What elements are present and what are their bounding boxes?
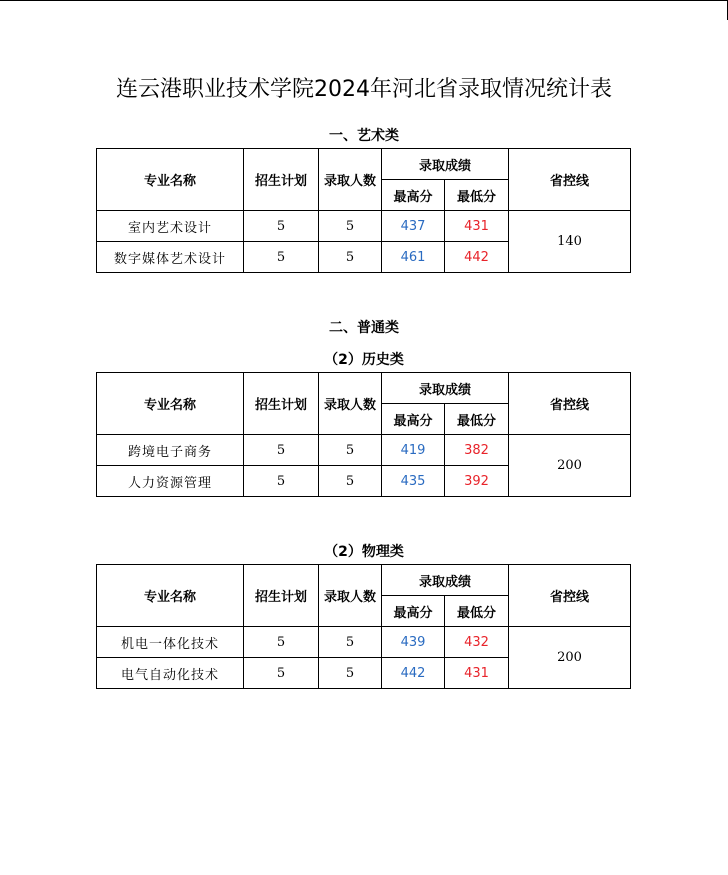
table-row [97, 627, 631, 658]
plan-count: 5 [244, 466, 319, 497]
header-max: 最高分 [382, 596, 445, 627]
table-art [96, 148, 631, 273]
header-major: 专业名称 [97, 565, 244, 627]
min-score: 432 [445, 627, 509, 658]
major-name: 机电一体化技术 [97, 627, 244, 658]
header-min: 最低分 [445, 596, 509, 627]
header-control-line: 省控线 [509, 565, 631, 627]
table-physics [96, 564, 631, 689]
table-history [96, 372, 631, 497]
max-score: 435 [382, 466, 445, 497]
header-min: 最低分 [445, 180, 509, 211]
plan-count: 5 [244, 658, 319, 689]
admitted-count: 5 [319, 466, 382, 497]
header-control-line: 省控线 [509, 373, 631, 435]
header-scores: 录取成绩 [382, 149, 509, 180]
min-score: 431 [445, 211, 509, 242]
plan-count: 5 [244, 627, 319, 658]
admitted-count: 5 [319, 435, 382, 466]
subheading-history: （2）历史类 [324, 352, 404, 368]
min-score: 431 [445, 658, 509, 689]
major-name: 电气自动化技术 [97, 658, 244, 689]
header-plan: 招生计划 [244, 149, 319, 211]
admitted-count: 5 [319, 658, 382, 689]
section-heading-general: 二、普通类 [329, 320, 399, 336]
major-name: 数字媒体艺术设计 [97, 242, 244, 273]
header-scores: 录取成绩 [382, 565, 509, 596]
header-scores: 录取成绩 [382, 373, 509, 404]
min-score: 382 [445, 435, 509, 466]
plan-count: 5 [244, 435, 319, 466]
max-score: 442 [382, 658, 445, 689]
section-heading-art: 一、艺术类 [329, 128, 399, 144]
top-border [0, 0, 728, 1]
control-line-value: 140 [509, 211, 631, 273]
major-name: 跨境电子商务 [97, 435, 244, 466]
table-row [97, 211, 631, 242]
header-major: 专业名称 [97, 149, 244, 211]
header-max: 最高分 [382, 180, 445, 211]
max-score: 439 [382, 627, 445, 658]
control-line-value: 200 [509, 627, 631, 689]
header-admitted: 录取人数 [319, 373, 382, 435]
header-min: 最低分 [445, 404, 509, 435]
header-major: 专业名称 [97, 373, 244, 435]
header-max: 最高分 [382, 404, 445, 435]
header-control-line: 省控线 [509, 149, 631, 211]
table-row [97, 435, 631, 466]
max-score: 461 [382, 242, 445, 273]
plan-count: 5 [244, 211, 319, 242]
header-plan: 招生计划 [244, 373, 319, 435]
header-plan: 招生计划 [244, 565, 319, 627]
control-line-value: 200 [509, 435, 631, 497]
admitted-count: 5 [319, 211, 382, 242]
min-score: 442 [445, 242, 509, 273]
plan-count: 5 [244, 242, 319, 273]
header-admitted: 录取人数 [319, 565, 382, 627]
page-title: 连云港职业技术学院2024年河北省录取情况统计表 [116, 77, 612, 102]
min-score: 392 [445, 466, 509, 497]
max-score: 437 [382, 211, 445, 242]
max-score: 419 [382, 435, 445, 466]
major-name: 人力资源管理 [97, 466, 244, 497]
major-name: 室内艺术设计 [97, 211, 244, 242]
subheading-physics: （2）物理类 [324, 544, 404, 560]
admitted-count: 5 [319, 242, 382, 273]
header-admitted: 录取人数 [319, 149, 382, 211]
admitted-count: 5 [319, 627, 382, 658]
